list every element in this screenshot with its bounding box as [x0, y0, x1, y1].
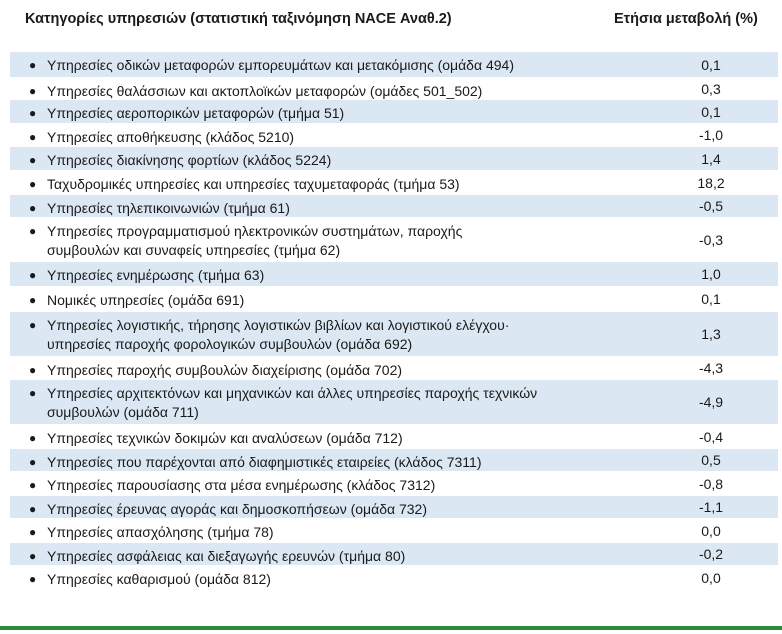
annual-change-value: 0,0	[701, 522, 721, 539]
service-category-cell	[10, 171, 620, 194]
service-category-cell	[10, 472, 620, 495]
annual-change-value: 1,3	[701, 326, 721, 342]
service-category-text: Υπηρεσίες παρουσίασης στα μέσα ενημέρωσης (κλάδος 7312)	[47, 477, 436, 493]
service-category-text: Υπηρεσίες τηλεπικοινωνιών (τμήμα 61)	[47, 200, 290, 216]
table-row	[10, 496, 778, 519]
annual-change-value: -0,5	[698, 198, 724, 214]
bullet-icon: ●	[29, 177, 37, 191]
annual-change-value: -0,4	[698, 428, 724, 445]
bullet-icon: ●	[29, 224, 37, 238]
annual-change-value: 0,0	[701, 569, 721, 586]
service-category-text: Υπηρεσίες αρχιτεκτόνων και μηχανικών και άλλες υπηρεσίες παροχής τεχνικών συμβουλών (ομάδα 711)	[47, 385, 538, 420]
table-row	[10, 100, 778, 124]
table-row	[10, 52, 778, 78]
annual-change-value: 0,1	[701, 56, 721, 73]
bullet-icon: ●	[29, 363, 37, 377]
table-row	[10, 543, 778, 566]
service-category-text: Υπηρεσίες ενημέρωσης (τμήμα 63)	[47, 267, 265, 283]
bullet-icon: ●	[29, 549, 37, 563]
annual-change-value: -0,3	[698, 231, 724, 248]
table-row	[10, 195, 778, 218]
bullet-icon: ●	[29, 502, 37, 516]
service-category-cell	[10, 52, 620, 77]
table-row	[10, 519, 778, 543]
service-category-cell	[10, 543, 620, 565]
service-category-cell	[10, 425, 620, 448]
annual-change-value: 0,5	[701, 452, 721, 468]
bullet-icon: ●	[29, 153, 37, 167]
annual-change-value: 0,1	[701, 291, 721, 307]
annual-change-value: 0,1	[701, 103, 721, 120]
bullet-icon: ●	[29, 84, 37, 98]
table-row	[10, 566, 778, 590]
service-category-cell	[10, 519, 620, 542]
bullet-icon: ●	[29, 130, 37, 144]
service-category-text: Υπηρεσίες αεροπορικών μεταφορών (τμήμα 51)	[47, 105, 345, 121]
service-category-cell	[10, 124, 620, 146]
annual-change-value: 18,2	[697, 174, 725, 191]
bullet-icon: ●	[29, 431, 37, 445]
bullet-icon: ●	[29, 572, 37, 586]
annual-change-value: -4,3	[698, 360, 724, 376]
service-category-cell	[10, 147, 620, 170]
bullet-icon: ●	[29, 106, 37, 120]
services-table	[10, 52, 778, 590]
bullet-icon: ●	[29, 201, 37, 215]
service-category-text: Υπηρεσίες παροχής συμβουλών διαχείρισης (ομάδα 702)	[47, 362, 403, 378]
table-row	[10, 357, 778, 380]
table-row	[10, 171, 778, 195]
annual-change-value: -4,9	[698, 394, 724, 410]
header-annual-change: Ετήσια μεταβολή (%)	[614, 11, 758, 27]
service-category-text: Υπηρεσίες καθαρισμού (ομάδα 812)	[47, 571, 271, 587]
table-row	[10, 287, 778, 312]
service-category-text: Υπηρεσίες έρευνας αγοράς και δημοσκοπήσεων (ομάδα 732)	[47, 501, 427, 517]
service-category-cell	[10, 496, 620, 518]
bullet-icon: ●	[29, 268, 37, 282]
table-row	[10, 449, 778, 472]
bullet-icon: ●	[29, 318, 37, 332]
annual-change-value: -0,8	[698, 475, 724, 492]
bullet-icon: ●	[29, 58, 37, 72]
bullet-icon: ●	[29, 386, 37, 400]
table-row	[10, 380, 778, 425]
service-category-cell	[10, 449, 620, 471]
service-category-text: Υπηρεσίες προγραμματισμού ηλεκτρονικών συστημάτων, παροχής συμβουλών και συναφείς υπηρεσίες (τμήμα 62)	[47, 223, 463, 258]
service-category-text: Υπηρεσίες που παρέχονται από διαφημιστικές εταιρείες (κλάδος 7311)	[47, 454, 482, 470]
bullet-icon: ●	[29, 455, 37, 469]
table-row	[10, 218, 778, 262]
annual-change-value: 0,3	[701, 80, 721, 97]
bullet-icon: ●	[29, 293, 37, 307]
service-category-text: Υπηρεσίες αποθήκευσης (κλάδος 5210)	[47, 129, 295, 145]
service-category-text: Υπηρεσίες απασχόλησης (τμήμα 78)	[47, 524, 274, 540]
service-category-cell	[10, 100, 620, 123]
service-category-cell	[10, 195, 620, 217]
table-row	[10, 124, 778, 147]
table-row	[10, 262, 778, 287]
service-category-text: Υπηρεσίες ασφάλειας και διεξαγωγής ερευνών (τμήμα 80)	[47, 548, 406, 564]
annual-change-value: -1,1	[698, 499, 724, 515]
table-row	[10, 147, 778, 171]
annual-change-value: 1,4	[701, 150, 721, 167]
bullet-icon: ●	[29, 525, 37, 539]
service-category-cell	[10, 380, 620, 424]
service-category-cell	[10, 312, 620, 356]
service-category-cell	[10, 566, 620, 589]
table-header	[0, 0, 782, 44]
service-category-cell	[10, 262, 620, 286]
header-category: Κατηγορίες υπηρεσιών (στατιστική ταξινόμηση NACE Αναθ.2)	[25, 11, 452, 27]
service-category-cell	[10, 357, 620, 379]
table-row	[10, 472, 778, 496]
service-category-cell	[10, 218, 620, 261]
bottom-rule	[0, 626, 782, 630]
table-row	[10, 425, 778, 449]
service-category-text: Υπηρεσίες οδικών μεταφορών εμπορευμάτων και μετακόμισης (ομάδα 494)	[47, 57, 514, 73]
annual-change-value: 1,0	[701, 266, 721, 282]
service-category-text: Νομικές υπηρεσίες (ομάδα 691)	[47, 292, 245, 308]
service-category-text: Ταχυδρομικές υπηρεσίες και υπηρεσίες ταχυμεταφοράς (τμήμα 53)	[47, 176, 460, 192]
service-category-cell	[10, 287, 620, 311]
annual-change-value: -0,2	[698, 546, 724, 562]
service-category-text: Υπηρεσίες θαλάσσιων και ακτοπλοϊκών μεταφορών (ομάδες 501_502)	[47, 83, 483, 99]
service-category-text: Υπηρεσίες διακίνησης φορτίων (κλάδος 5224)	[47, 152, 332, 168]
table-row	[10, 78, 778, 100]
service-category-text: Υπηρεσίες τεχνικών δοκιμών και αναλύσεων (ομάδα 712)	[47, 430, 403, 446]
service-category-text: Υπηρεσίες λογιστικής, τήρησης λογιστικών βιβλίων και λογιστικού ελέγχου· υπηρεσίες παροχής φορολογικών συμβουλών (ομάδα 692)	[47, 317, 510, 352]
bullet-icon: ●	[29, 478, 37, 492]
annual-change-value: -1,0	[698, 127, 724, 143]
table-row	[10, 312, 778, 357]
service-category-cell	[10, 78, 620, 99]
